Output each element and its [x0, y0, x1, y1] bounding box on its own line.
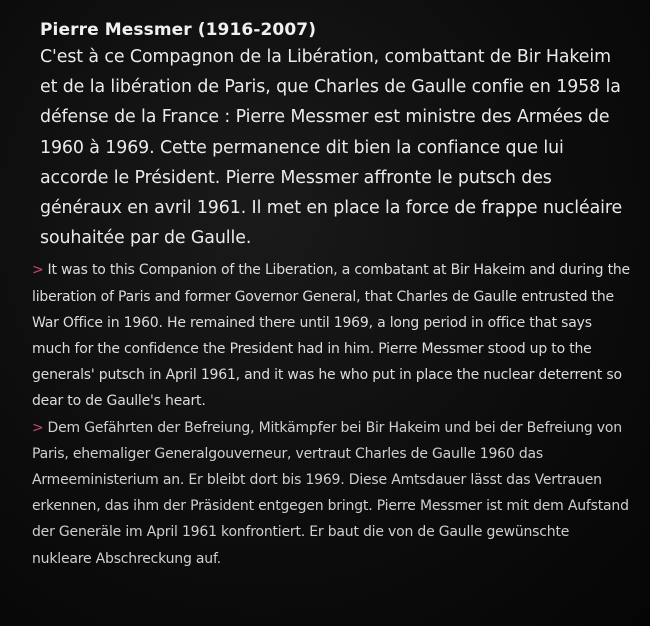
panel-title: Pierre Messmer (1916-2007)	[40, 20, 317, 40]
english-text: It was to this Companion of the Liberation, a combatant at Bir Hakeim and during the liberation of Paris and former Governor General, that Charles de Gaulle entrusted the War Office in 1960. He remained there until 1969, a long period in office that says much for the confidence the President had in him. Pierre Messmer stood up to the generals' putsch in April 1961, and it was he who put in place the nuclear deterrent so dear to de Gaulle's heart.	[32, 262, 630, 410]
english-paragraph	[32, 257, 632, 414]
text-block	[32, 18, 632, 572]
german-text: Dem Gefährten der Befreiung, Mitkämpfer bei Bir Hakeim und bei der Befreiung von Paris, ehemaliger Generalgouverneur, vertraut Charles de Gaulle 1960 das Armeeministerium an. Er bleibt dort bis 1969. Diese Amtsdauer lässt das Vertrauen erkennen, das ihm der Präsident entgegen bringt. Pierre Messmer ist mit dem Aufstand der Generäle im April 1961 konfrontiert. Er baut die von de Gaulle gewünschte nukleare Abschreckung auf.	[32, 419, 629, 567]
german-paragraph	[32, 415, 632, 572]
german-marker: >	[32, 419, 44, 436]
english-marker: >	[32, 262, 44, 279]
french-paragraph: C'est à ce Compagnon de la Libération, combattant de Bir Hakeim et de la libération de Paris, que Charles de Gaulle confie en 1958 la défense de la France : Pierre Messmer est ministre des Armées de 1960 à 1969. Cette permanence dit bien la confiance que lui accorde le Président. Pierre Messmer affronte le putsch des généraux en avril 1961. Il met en place la force de frappe nucléaire souhaitée par de Gaulle.	[40, 47, 623, 249]
